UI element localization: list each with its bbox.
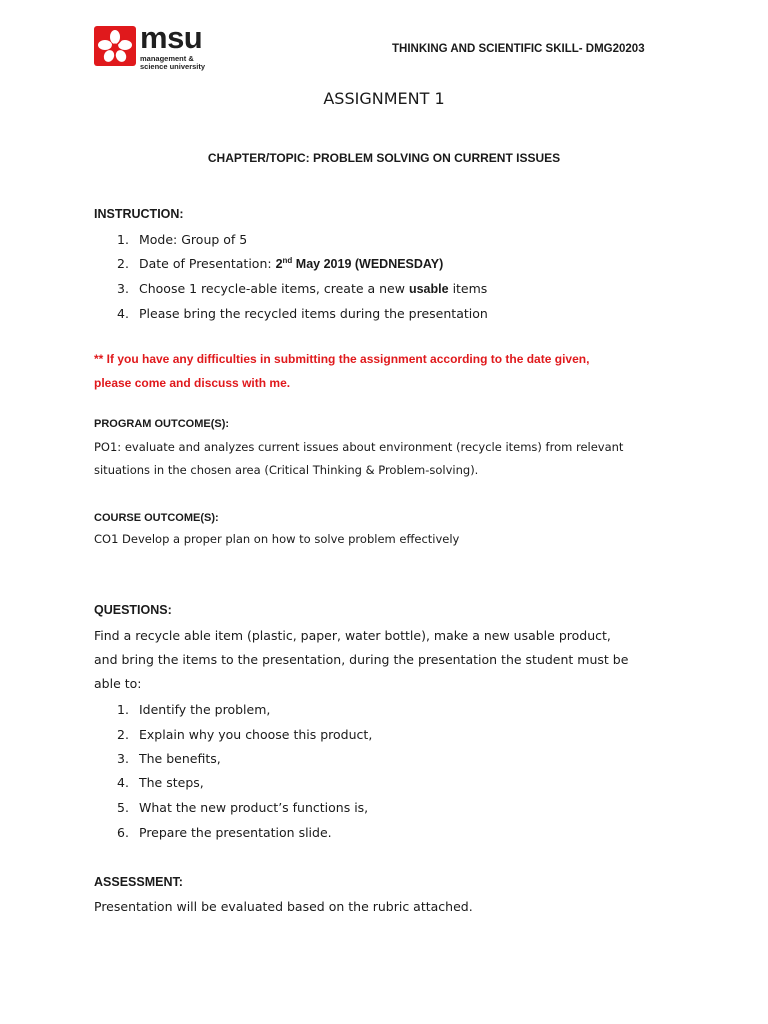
po-line: situations in the chosen area (Critical Thinking & Problem-solving). [94,463,479,477]
question-item [117,800,368,815]
item-text: The steps, [139,775,204,790]
logo-subtitle-1: management & [140,54,194,63]
questions-line: able to: [94,676,142,691]
question-item [117,775,204,790]
item-emphasis: usable [408,282,449,296]
item-text: Date of Presentation: [139,256,272,272]
question-item [117,702,270,717]
questions-text [94,624,694,696]
item-text: Choose 1 recycle-able items, create a new [139,281,405,296]
course-code: THINKING AND SCIENTIFIC SKILL- DMG20203 [392,43,645,55]
assessment-heading: ASSESSMENT: [94,875,183,889]
item-number: 2. [117,256,129,272]
item-text: Identify the problem, [139,702,271,717]
page-title: ASSIGNMENT 1 [323,89,445,108]
program-outcome-text [94,436,684,482]
submission-note [94,347,589,395]
note-line: please come and discuss with me. [94,376,291,390]
questions-heading: QUESTIONS: [94,603,172,617]
questions-line: and bring the items to the presentation, during the presentation the student must be [94,652,629,667]
item-text-end: items [452,281,488,296]
hibiscus-logo-icon [94,26,136,66]
item-number: 4. [117,306,129,321]
instruction-item [117,256,443,271]
item-text: The benefits, [139,751,221,766]
item-text: Explain why you choose this product, [139,727,373,742]
item-number: 6. [117,825,129,840]
item-number: 1. [117,702,129,717]
item-number: 3. [117,281,129,296]
instruction-item [117,232,247,247]
presentation-date: 2nd May 2019 (WEDNESDAY) [275,256,444,272]
logo-subtitle-2: science university [140,62,206,71]
item-number: 1. [117,232,129,247]
item-text: Mode: Group of 5 [139,232,248,247]
logo-wordmark: msu [140,20,203,55]
po-line: PO1: evaluate and analyzes current issues about environment (recycle items) from relevant [94,440,624,454]
item-text: Please bring the recycled items during the presentation [139,306,488,321]
instruction-heading: INSTRUCTION: [94,207,184,221]
course-outcome-text: CO1 Develop a proper plan on how to solve problem effectively [94,532,460,546]
item-text: What the new product’s functions is, [139,800,369,815]
item-number: 5. [117,800,129,815]
item-number: 4. [117,775,129,790]
note-line: ** If you have any difficulties in submitting the assignment according to the date given, [94,352,590,366]
instruction-item [117,281,487,296]
course-outcome-heading: COURSE OUTCOME(S): [94,512,219,524]
assessment-text: Presentation will be evaluated based on the rubric attached. [94,899,473,914]
item-number: 3. [117,751,129,766]
item-text: Prepare the presentation slide. [139,825,332,840]
chapter-topic: CHAPTER/TOPIC: PROBLEM SOLVING ON CURRENT ISSUES [207,151,561,165]
question-item [117,825,332,840]
program-outcome-heading: PROGRAM OUTCOME(S): [94,418,230,430]
questions-line: Find a recycle able item (plastic, paper, water bottle), make a new usable product, [94,628,611,643]
question-item [117,727,372,742]
msu-logo [94,22,244,72]
item-number: 2. [117,727,129,742]
question-item [117,751,221,766]
instruction-item [117,306,488,321]
